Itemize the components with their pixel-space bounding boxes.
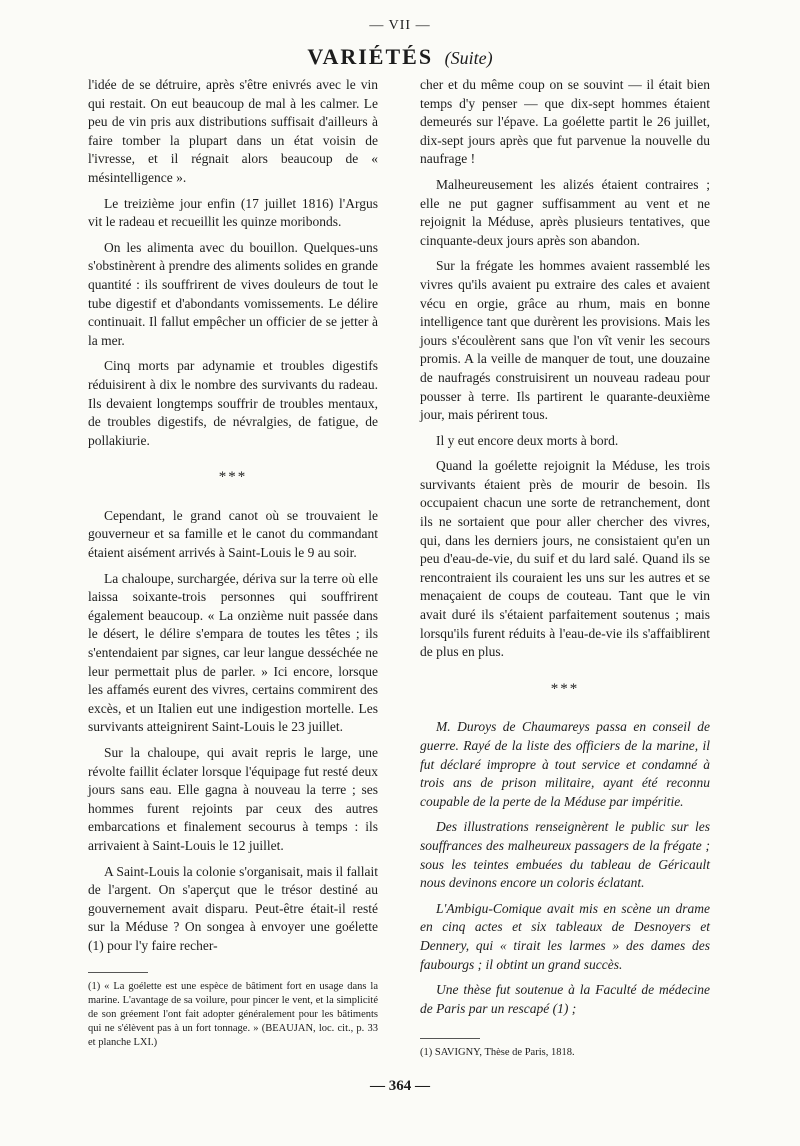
italic-paragraph: Des illustrations renseignèrent le public sur les souffrances des malheureux passagers de la frégate ; sous les teintes embuées du tableau de Géricault nous devinons encore un coloris éclatant. <box>420 819 710 891</box>
page-title <box>0 44 800 70</box>
footnote-divider <box>420 1038 480 1039</box>
footnote-left: (1) « La goélette est une espèce de bâtiment fort en usage dans la marine. L'avantage de sa voilure, pour pincer le vent, et la simplicité de son gréement l'ont fait adopter généralement pour les bâtiments qui ne s'élèvent pas à un fort tonnage. » (BEAUJAN, loc. cit., p. 33 et planche LXI.) <box>88 981 378 1048</box>
left-paragraph: Le treizième jour enfin (17 juillet 1816) l'Argus vit le radeau et recueillit les quinze moribonds. <box>88 195 378 230</box>
left-paragraph: l'idée de se détruire, après s'être enivrés avec le vin qui restait. On eut beaucoup de mal à les calmer. Le peu de vin pris aux distributions suffisait d'ailleurs à faire tomber la plupart dans un état voisin de l'ivresse, et il régnait alors beaucoup de « mésintelligence ». <box>88 77 378 185</box>
right-paragraph: Malheureusement les alizés étaient contraires ; elle ne put gagner suffisamment au vent et ne rejoignit la Méduse, après plusieurs tentatives, que cinquante-deux jours après son abandon. <box>420 176 710 248</box>
section-separator: *** <box>218 469 248 486</box>
title-suite: (Suite) <box>444 48 493 68</box>
left-paragraph: Cinq morts par adynamie et troubles digestifs réduisirent à dix le nombre des survivants du radeau. Ils devaient longtemps souffrir de troubles mentaux, de troubles digestifs, de névralgies, de fatigue, de pollakiurie. <box>88 358 378 448</box>
right-paragraph: Il y eut encore deux morts à bord. <box>436 432 619 448</box>
italic-paragraph: L'Ambigu-Comique avait mis en scène un drame en cinq actes et six tableaux de Desnoyers et Dennery, qui « tirait les larmes » des dames des faubourgs ; il obtint un grand succès. <box>420 900 710 972</box>
right-paragraph: Quand la goélette rejoignit la Méduse, les trois survivants étaient près de mourir de besoin. Ils occupaient chacun une sorte de retranchement, dont ils ne sortaient que pour aller chercher des vivres, qui, dans les derniers jours, ne consistaient qu'en un peu d'eau-de-vie, du suif et du lard salé. Quand ils se rencontraient ils couraient les uns sur les autres et se menaçaient de coups de couteau. Tant que le vin avait duré ils s'étaient parfaitement soutenus ; mais lorsqu'ils furent réduits à l'eau-de-vie ils s'affaiblirent de plus en plus. <box>420 458 710 660</box>
italic-paragraph: M. Duroys de Chaumareys passa en conseil de guerre. Rayé de la liste des officiers de la marine, il fut déclaré impropre à tout service et condamné à trois ans de prison militaire, ayant été reconnu coupable de la perte de la Méduse par impéritie. <box>420 719 710 809</box>
left-paragraph: A Saint-Louis la colonie s'organisait, mais il fallait de l'argent. On s'aperçut que le trésor destiné au gouvernement avait disparu. Peut-être était-il resté sur la Méduse ? On songea à envoyer une goélette (1) pour l'y faire recher- <box>88 863 378 953</box>
left-paragraph: Cependant, le grand canot où se trouvaient le gouverneur et sa famille et le canot du commandant étaient aisément arrivés à Saint-Louis le 9 au soir. <box>88 507 378 561</box>
right-column <box>420 76 710 1025</box>
section-number: — VII — <box>369 18 431 33</box>
footnote-right: (1) SAVIGNY, Thèse de Paris, 1818. <box>420 1047 575 1058</box>
italic-paragraph: Une thèse fut soutenue à la Faculté de médecine de Paris par un rescapé (1) ; <box>420 982 710 1016</box>
page-number: — 364 — <box>370 1078 430 1094</box>
left-paragraph: Sur la chaloupe, qui avait repris le large, une révolte faillit éclater lorsque l'équipage fut resté deux jours sans eau. Elle gagna à nouveau la terre ; ses hommes furent rejoints par ceux des autres embarcations et finalement secourus à temps : ils arrivaient à Saint-Louis le 12 juillet. <box>88 745 378 853</box>
title-text: VARIÉTÉS <box>307 44 434 69</box>
section-separator: *** <box>550 680 580 697</box>
left-column <box>88 76 378 963</box>
right-paragraph: cher et du même coup on se souvint — il était bien temps d'y penser — que dix-sept hommes étaient demeurés sur l'épave. La goélette partit le 26 juillet, dix-sept jours après que fut parvenue la nouvelle du naufrage ! <box>420 77 710 167</box>
italic-section <box>420 718 710 1018</box>
footnote-divider <box>88 972 148 973</box>
left-paragraph: On les alimenta avec du bouillon. Quelques-uns s'obstinèrent à prendre des aliments solides en grande quantité : ils souffrirent de vives douleurs de tout le tube digestif et d'abondants vomissements. Le délire continuait. Il fallut empêcher un officier de se jetter à la mer. <box>88 239 378 348</box>
left-paragraph: La chaloupe, surchargée, dériva sur la terre où elle laissa soixante-trois personnes qui souffrirent également beaucoup. « La onzième nuit passée dans le désert, le délire s'empara de toutes les têtes ; ils s'entendaient par signes, car leur langue desséchée ne leur permettait plus de parler. » Ici encore, lorsque les affamés eurent des vivres, certains commirent des excès, et un Italien eut une indigestion mortelle. Les survivants atteignirent Saint-Louis le 23 juillet. <box>88 570 378 735</box>
right-paragraph: Sur la frégate les hommes avaient rassemblé les vivres qu'ils avaient pu extraire des cales et avaient vécu en orgie, grâce au rhum, mais en bonne intelligence tant que durèrent les provisions. Mais les jours s'écoulèrent sans que l'on vît venir les secours promis. A la veille de manquer de tout, une douzaine de naufragés construisirent un nouveau radeau pour pousser à terre. Ils partirent le quarante-deuxième jour, mais périrent tous. <box>420 258 710 423</box>
